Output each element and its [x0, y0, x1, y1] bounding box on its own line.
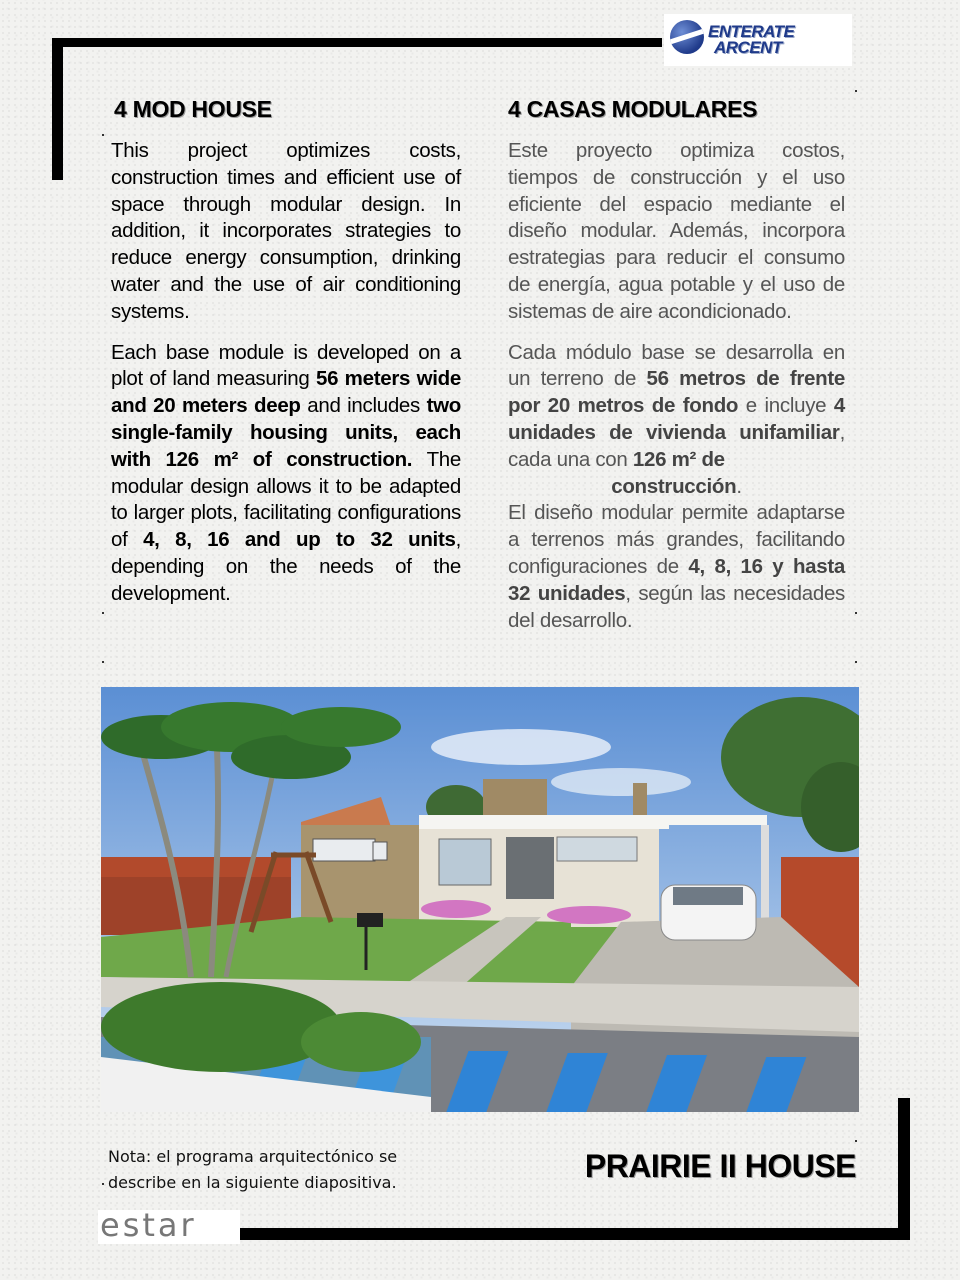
es-p3-text-2: , según las necesidades del desarrollo. — [508, 581, 845, 632]
spanish-column — [508, 138, 845, 648]
decor-dot — [102, 1183, 104, 1185]
note-line-1: Nota: el programa arquitectónico se — [108, 1147, 398, 1166]
en-p2-bold-1: 56 meters wide and 20 meters deep — [111, 367, 461, 418]
enterate-arcent-logo — [664, 14, 852, 66]
decor-dot — [855, 661, 857, 663]
architectural-program-note — [108, 1144, 397, 1196]
es-p2-text-2: e incluye — [738, 394, 834, 418]
logo-line-2: ARCENT — [714, 38, 782, 57]
decor-dot — [855, 612, 857, 614]
es-p3-bold-1: 4, 8, 16 y hasta 32 unidades — [508, 554, 845, 605]
es-p2-bold-3: 126 m² de — [632, 447, 725, 471]
decor-dot — [102, 134, 104, 136]
frame-left-bar — [52, 38, 63, 180]
es-p2-text-3: , cada una con — [508, 420, 845, 471]
english-paragraph-1: This project optimizes costs, construction times and efficient use of space through modular design. In addition, it incorporates strategies to reduce energy consumption, drinking water and the use of air conditioning systems. — [111, 139, 461, 323]
frame-right-bar — [898, 1098, 910, 1240]
estar-brand-logo — [98, 1206, 240, 1244]
globe-icon — [670, 20, 704, 54]
es-p3-text-1: El diseño modular permite adaptarse a terrenos más grandes, facilitando configuraciones de — [508, 501, 845, 578]
note-line-2: describe en la siguiente diapositiva. — [108, 1173, 397, 1192]
en-p2-text-3: The modular design allows it to be adapted to larger plots, facilitating configurations of — [111, 447, 461, 552]
decor-dot — [855, 1140, 857, 1142]
frame-bottom-bar — [238, 1228, 910, 1240]
en-p2-bold-2: two single-family housing units, each with 126 m² of construction. — [111, 394, 461, 471]
es-p2-text-1: Cada módulo base se desarrolla en un terreno de — [508, 340, 845, 391]
es-p2-bold-4: construcción — [611, 474, 737, 498]
spanish-paragraph-1: Este proyecto optimiza costos, tiempos de construcción y el uso eficiente del espacio mediante el diseño modular. Además, incorpora estrategias para reducir el consumo de energía, agua potable y el uso de sistemas de aire acondicionado. — [508, 139, 845, 323]
english-column — [111, 138, 461, 622]
heading-spanish: 4 CASAS MODULARES — [508, 96, 758, 122]
es-p2-bold-2: 4 unidades de vivienda unifamiliar — [508, 394, 845, 444]
en-p2-text-2: and includes — [300, 394, 427, 418]
frame-top-bar — [52, 38, 662, 47]
spanish-paragraph-2 — [508, 340, 845, 501]
house-render-image — [101, 687, 859, 1112]
en-p2-bold-3: 4, 8, 16 and up to 32 units — [143, 528, 456, 552]
en-p2-text-1: Each base module is developed on a plot of land measuring — [111, 340, 461, 391]
estar-brand-text: estar — [100, 1206, 197, 1244]
heading-english: 4 MOD HOUSE — [114, 96, 272, 122]
english-paragraph-2 — [111, 340, 461, 608]
project-name-title: PRAIRIE II HOUSE — [584, 1148, 856, 1184]
en-p2-text-4: , depending on the needs of the development. — [111, 528, 461, 605]
es-p2-center-line — [508, 474, 845, 501]
decor-dot — [102, 661, 104, 663]
es-p2-bold-1: 56 metros de frente por 20 metros de fondo — [508, 367, 845, 418]
decor-dot — [855, 90, 857, 92]
decor-dot — [102, 612, 104, 614]
es-p2-text-4: . — [736, 474, 742, 498]
logo-line-1: ENTERATE — [708, 22, 795, 41]
spanish-paragraph-3 — [508, 500, 845, 634]
